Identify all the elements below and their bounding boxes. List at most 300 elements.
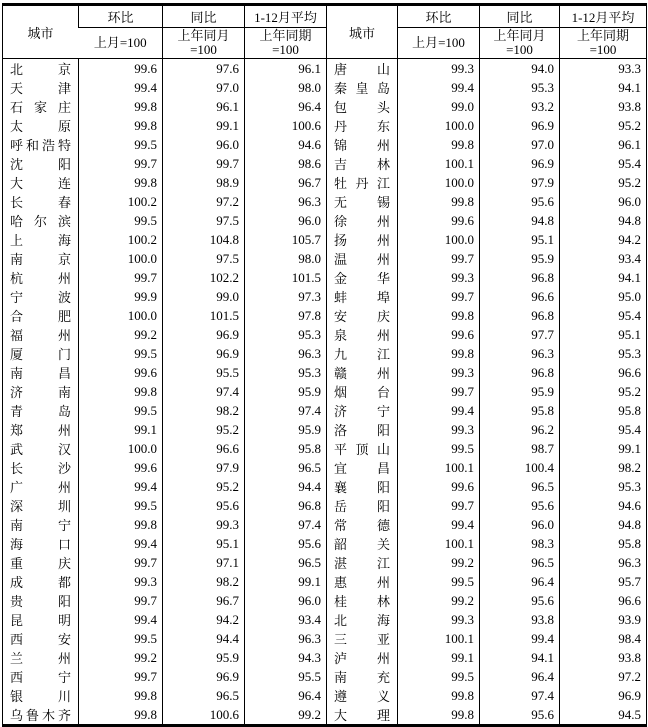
avg-value-cell-left: 98.0 (245, 249, 327, 268)
avg-value-cell-left: 95.6 (245, 534, 327, 553)
table-row (3, 572, 647, 591)
city-cell-left (3, 648, 79, 667)
city-name: 宜 昌 (334, 461, 390, 476)
avg-value-cell-right: 95.3 (560, 344, 647, 363)
mom-value-cell-right: 99.5 (398, 439, 480, 458)
avg-value-cell-right: 94.1 (560, 268, 647, 287)
city-cell-right (327, 363, 398, 382)
city-cell-right (327, 534, 398, 553)
avg-value-cell-left: 105.7 (245, 230, 327, 249)
mom-value-cell-left: 99.8 (79, 116, 163, 135)
yoy-value-cell-left: 97.4 (163, 382, 245, 401)
yoy-value-cell-left: 98.9 (163, 173, 245, 192)
table-row (3, 325, 647, 344)
mom-value-cell-left: 99.7 (79, 154, 163, 173)
avg-value-cell-left: 96.5 (245, 553, 327, 572)
mom-value-cell-right: 99.3 (398, 59, 480, 79)
yoy-value-cell-left: 97.2 (163, 192, 245, 211)
header-avg-base-right (560, 28, 647, 59)
avg-value-cell-right: 95.4 (560, 306, 647, 325)
mom-value-cell-right: 99.6 (398, 325, 480, 344)
header-yoy-base-left (163, 28, 245, 59)
yoy-value-cell-right: 97.0 (480, 135, 560, 154)
yoy-value-cell-left: 94.2 (163, 610, 245, 629)
city-name: 银 川 (10, 689, 71, 704)
yoy-value-cell-left: 98.2 (163, 572, 245, 591)
table-row (3, 287, 647, 306)
mom-value-cell-left: 99.8 (79, 97, 163, 116)
city-cell-left (3, 705, 79, 726)
city-cell-right (327, 667, 398, 686)
city-name: 重 庆 (10, 556, 71, 571)
city-cell-left (3, 78, 79, 97)
avg-value-cell-left: 100.6 (245, 116, 327, 135)
mom-value-cell-right: 99.5 (398, 667, 480, 686)
mom-value-cell-right: 99.0 (398, 97, 480, 116)
yoy-value-cell-left: 97.5 (163, 211, 245, 230)
yoy-value-cell-right: 96.5 (480, 477, 560, 496)
city-name: 哈 尔 滨 (10, 214, 71, 229)
city-name: 武 汉 (10, 442, 71, 457)
city-name: 天 津 (10, 81, 71, 96)
mom-value-cell-right: 99.4 (398, 515, 480, 534)
avg-value-cell-left: 96.3 (245, 344, 327, 363)
city-cell-left (3, 401, 79, 420)
avg-value-cell-left: 96.4 (245, 97, 327, 116)
city-cell-left (3, 344, 79, 363)
city-cell-right (327, 401, 398, 420)
yoy-value-cell-left: 99.1 (163, 116, 245, 135)
yoy-base-line2: =100 (190, 42, 217, 57)
table-row (3, 230, 647, 249)
mom-value-cell-right: 99.3 (398, 420, 480, 439)
mom-value-cell-right: 99.8 (398, 192, 480, 211)
avg-value-cell-right: 96.6 (560, 363, 647, 382)
yoy-value-cell-right: 96.4 (480, 667, 560, 686)
yoy-value-cell-right: 97.9 (480, 173, 560, 192)
avg-value-cell-left: 95.5 (245, 667, 327, 686)
table-row (3, 629, 647, 648)
mom-value-cell-left: 99.3 (79, 572, 163, 591)
table-row (3, 306, 647, 325)
table-row (3, 192, 647, 211)
city-name: 桂 林 (334, 594, 390, 609)
header-avg-base-left (245, 28, 327, 59)
avg-value-cell-left: 98.0 (245, 78, 327, 97)
table-row (3, 515, 647, 534)
avg-value-cell-left: 96.5 (245, 458, 327, 477)
city-cell-right (327, 610, 398, 629)
yoy-base-line1: 上年同月 (177, 28, 230, 43)
mom-value-cell-left: 99.8 (79, 686, 163, 705)
table-row (3, 344, 647, 363)
city-cell-left (3, 496, 79, 515)
mom-value-cell-left: 99.8 (79, 705, 163, 726)
yoy-value-cell-left: 97.1 (163, 553, 245, 572)
mom-value-cell-right: 100.0 (398, 116, 480, 135)
city-cell-left (3, 515, 79, 534)
yoy-value-cell-left: 95.2 (163, 420, 245, 439)
yoy-value-cell-left: 99.3 (163, 515, 245, 534)
mom-value-cell-right: 99.3 (398, 610, 480, 629)
city-cell-left (3, 363, 79, 382)
yoy-value-cell-right: 96.0 (480, 515, 560, 534)
avg-value-cell-right: 95.2 (560, 382, 647, 401)
yoy-value-cell-left: 102.2 (163, 268, 245, 287)
city-cell-right (327, 686, 398, 705)
city-cell-left (3, 572, 79, 591)
city-cell-left (3, 458, 79, 477)
mom-value-cell-left: 99.4 (79, 477, 163, 496)
table-row (3, 439, 647, 458)
mom-value-cell-right: 99.4 (398, 401, 480, 420)
city-cell-right (327, 629, 398, 648)
avg-value-cell-right: 95.8 (560, 401, 647, 420)
city-name: 南 昌 (10, 366, 71, 381)
avg-value-cell-right: 95.4 (560, 420, 647, 439)
yoy-value-cell-left: 95.2 (163, 477, 245, 496)
mom-value-cell-right: 99.1 (398, 648, 480, 667)
avg-value-cell-left: 96.8 (245, 496, 327, 515)
mom-value-cell-left: 99.2 (79, 648, 163, 667)
table-row (3, 667, 647, 686)
city-name: 西 安 (10, 632, 71, 647)
yoy-value-cell-right: 96.8 (480, 268, 560, 287)
avg-value-cell-right: 95.8 (560, 534, 647, 553)
avg-value-cell-right: 96.3 (560, 553, 647, 572)
table-row (3, 401, 647, 420)
table-body (3, 59, 647, 726)
city-cell-left (3, 116, 79, 135)
city-cell-right (327, 496, 398, 515)
table-row (3, 135, 647, 154)
mom-value-cell-left: 99.8 (79, 173, 163, 192)
city-name: 长 春 (10, 195, 71, 210)
city-name: 北 海 (334, 613, 390, 628)
yoy-value-cell-left: 97.6 (163, 59, 245, 79)
city-name: 合 肥 (10, 309, 71, 324)
avg-value-cell-right: 93.9 (560, 610, 647, 629)
yoy-value-cell-left: 98.2 (163, 401, 245, 420)
mom-value-cell-right: 99.7 (398, 496, 480, 515)
avg-value-cell-right: 94.6 (560, 496, 647, 515)
yoy-value-cell-right: 95.6 (480, 192, 560, 211)
avg-value-cell-right: 95.1 (560, 325, 647, 344)
city-name: 秦 皇 岛 (334, 81, 390, 96)
city-name: 贵 阳 (10, 594, 71, 609)
mom-value-cell-left: 99.5 (79, 211, 163, 230)
header-avg-left: 1-12月平均 (245, 5, 327, 28)
city-cell-right (327, 78, 398, 97)
yoy-value-cell-left: 101.5 (163, 306, 245, 325)
mom-value-cell-right: 99.6 (398, 477, 480, 496)
city-price-index-table (2, 3, 647, 727)
city-cell-left (3, 325, 79, 344)
city-name: 海 口 (10, 537, 71, 552)
mom-value-cell-left: 99.6 (79, 458, 163, 477)
city-cell-right (327, 420, 398, 439)
table-row (3, 116, 647, 135)
yoy-value-cell-right: 99.4 (480, 629, 560, 648)
yoy-value-cell-left: 95.9 (163, 648, 245, 667)
mom-value-cell-right: 100.1 (398, 629, 480, 648)
city-name: 南 京 (10, 252, 71, 267)
avg-value-cell-right: 96.0 (560, 192, 647, 211)
yoy-value-cell-right: 97.4 (480, 686, 560, 705)
yoy-value-cell-right: 95.1 (480, 230, 560, 249)
header-mom-right: 环比 (398, 5, 480, 28)
city-cell-right (327, 116, 398, 135)
city-cell-left (3, 97, 79, 116)
mom-value-cell-right: 100.1 (398, 154, 480, 173)
city-cell-right (327, 97, 398, 116)
city-cell-left (3, 420, 79, 439)
header-mom-base-left (79, 28, 163, 59)
city-cell-left (3, 211, 79, 230)
city-cell-right (327, 439, 398, 458)
table-row (3, 249, 647, 268)
mom-value-cell-left: 100.0 (79, 306, 163, 325)
yoy-value-cell-right: 95.9 (480, 249, 560, 268)
city-cell-right (327, 648, 398, 667)
yoy-value-cell-right: 100.4 (480, 458, 560, 477)
city-cell-left (3, 59, 79, 79)
avg-value-cell-right: 93.3 (560, 59, 647, 79)
city-name: 青 岛 (10, 404, 71, 419)
city-cell-left (3, 306, 79, 325)
avg-value-cell-left: 94.3 (245, 648, 327, 667)
avg-value-cell-right: 95.0 (560, 287, 647, 306)
yoy-value-cell-right: 98.7 (480, 439, 560, 458)
city-cell-right (327, 135, 398, 154)
mom-value-cell-right: 99.3 (398, 363, 480, 382)
yoy-value-cell-left: 96.9 (163, 667, 245, 686)
mom-value-cell-right: 99.3 (398, 268, 480, 287)
city-cell-left (3, 382, 79, 401)
city-cell-right (327, 515, 398, 534)
header-city-left: 城市 (3, 5, 79, 59)
avg-value-cell-right: 94.5 (560, 705, 647, 726)
avg-value-cell-left: 96.0 (245, 591, 327, 610)
yoy-value-cell-left: 99.0 (163, 287, 245, 306)
yoy-value-cell-left: 97.0 (163, 78, 245, 97)
yoy-value-cell-right: 95.3 (480, 78, 560, 97)
avg-value-cell-right: 95.3 (560, 477, 647, 496)
city-name: 湛 江 (334, 556, 390, 571)
mom-value-cell-right: 99.2 (398, 591, 480, 610)
city-cell-right (327, 306, 398, 325)
city-name: 宁 波 (10, 290, 71, 305)
city-name: 遵 义 (334, 689, 390, 704)
mom-value-cell-left: 99.5 (79, 496, 163, 515)
city-cell-right (327, 591, 398, 610)
yoy-value-cell-right: 96.8 (480, 363, 560, 382)
city-name: 泸 州 (334, 651, 390, 666)
table-row (3, 534, 647, 553)
city-name: 金 华 (334, 271, 390, 286)
city-name: 深 圳 (10, 499, 71, 514)
avg-value-cell-left: 94.4 (245, 477, 327, 496)
city-name: 济 宁 (334, 404, 390, 419)
yoy-value-cell-right: 95.6 (480, 591, 560, 610)
yoy-value-cell-left: 95.1 (163, 534, 245, 553)
avg-value-cell-left: 95.3 (245, 325, 327, 344)
table-row (3, 382, 647, 401)
city-cell-right (327, 705, 398, 726)
city-name: 扬 州 (334, 233, 390, 248)
mom-value-cell-right: 100.1 (398, 458, 480, 477)
mom-value-cell-left: 100.2 (79, 230, 163, 249)
mom-base-label: 上月=100 (412, 35, 465, 50)
avg-value-cell-right: 93.4 (560, 249, 647, 268)
table-row (3, 268, 647, 287)
yoy-value-cell-left: 94.4 (163, 629, 245, 648)
mom-value-cell-left: 99.4 (79, 78, 163, 97)
avg-value-cell-right: 93.8 (560, 97, 647, 116)
yoy-value-cell-right: 96.9 (480, 154, 560, 173)
city-name: 南 充 (334, 670, 390, 685)
avg-value-cell-right: 95.2 (560, 116, 647, 135)
city-name: 西 宁 (10, 670, 71, 685)
avg-value-cell-left: 95.9 (245, 420, 327, 439)
city-name: 洛 阳 (334, 423, 390, 438)
city-cell-right (327, 211, 398, 230)
city-cell-left (3, 192, 79, 211)
mom-value-cell-right: 99.8 (398, 306, 480, 325)
avg-value-cell-left: 96.1 (245, 59, 327, 79)
city-name: 徐 州 (334, 214, 390, 229)
city-name: 福 州 (10, 328, 71, 343)
yoy-value-cell-right: 94.1 (480, 648, 560, 667)
header-yoy-base-right (480, 28, 560, 59)
city-cell-right (327, 154, 398, 173)
mom-value-cell-left: 99.5 (79, 401, 163, 420)
mom-value-cell-right: 99.2 (398, 553, 480, 572)
avg-value-cell-left: 99.1 (245, 572, 327, 591)
city-name: 石 家 庄 (10, 100, 71, 115)
city-cell-right (327, 287, 398, 306)
avg-value-cell-left: 94.6 (245, 135, 327, 154)
city-name: 三 亚 (334, 632, 390, 647)
city-name: 丹 东 (334, 119, 390, 134)
city-name: 杭 州 (10, 271, 71, 286)
yoy-value-cell-left: 97.9 (163, 458, 245, 477)
yoy-value-cell-right: 96.8 (480, 306, 560, 325)
avg-value-cell-right: 93.8 (560, 648, 647, 667)
city-cell-right (327, 458, 398, 477)
city-name: 大 理 (334, 708, 390, 723)
city-cell-right (327, 192, 398, 211)
city-name: 烟 台 (334, 385, 390, 400)
city-cell-left (3, 268, 79, 287)
mom-value-cell-right: 99.7 (398, 287, 480, 306)
city-cell-left (3, 439, 79, 458)
table-row (3, 420, 647, 439)
yoy-base-line2: =100 (506, 42, 533, 57)
table-row (3, 610, 647, 629)
avg-value-cell-left: 96.3 (245, 192, 327, 211)
yoy-value-cell-left: 96.6 (163, 439, 245, 458)
yoy-value-cell-right: 97.7 (480, 325, 560, 344)
city-cell-left (3, 553, 79, 572)
mom-value-cell-right: 99.8 (398, 686, 480, 705)
city-cell-right (327, 553, 398, 572)
table-row (3, 553, 647, 572)
city-cell-left (3, 230, 79, 249)
avg-value-cell-right: 98.2 (560, 458, 647, 477)
yoy-value-cell-right: 96.9 (480, 116, 560, 135)
city-name: 蚌 埠 (334, 290, 390, 305)
city-name: 襄 阳 (334, 480, 390, 495)
avg-value-cell-left: 96.4 (245, 686, 327, 705)
yoy-value-cell-right: 96.3 (480, 344, 560, 363)
avg-value-cell-right: 96.9 (560, 686, 647, 705)
table-row (3, 705, 647, 726)
city-name: 昆 明 (10, 613, 71, 628)
table-row (3, 154, 647, 173)
city-name: 太 原 (10, 119, 71, 134)
mom-value-cell-left: 99.5 (79, 344, 163, 363)
yoy-value-cell-left: 95.6 (163, 496, 245, 515)
yoy-value-cell-left: 96.1 (163, 97, 245, 116)
table-row (3, 363, 647, 382)
table-row (3, 97, 647, 116)
city-cell-right (327, 344, 398, 363)
avg-value-cell-right: 98.4 (560, 629, 647, 648)
header-avg-right: 1-12月平均 (560, 5, 647, 28)
yoy-base-line1: 上年同月 (493, 28, 546, 43)
avg-base-line1: 上年同期 (576, 28, 629, 43)
avg-value-cell-right: 94.1 (560, 78, 647, 97)
avg-value-cell-left: 97.4 (245, 515, 327, 534)
city-name: 泉 州 (334, 328, 390, 343)
avg-base-line2: =100 (272, 42, 299, 57)
city-cell-left (3, 287, 79, 306)
mom-value-cell-right: 100.0 (398, 230, 480, 249)
avg-value-cell-right: 94.8 (560, 211, 647, 230)
city-name: 唐 山 (334, 62, 390, 77)
city-name: 岳 阳 (334, 499, 390, 514)
avg-value-cell-left: 95.9 (245, 382, 327, 401)
city-cell-left (3, 135, 79, 154)
city-name: 济 南 (10, 385, 71, 400)
city-name: 长 沙 (10, 461, 71, 476)
mom-value-cell-left: 99.4 (79, 610, 163, 629)
avg-value-cell-left: 96.3 (245, 629, 327, 648)
city-name: 安 庆 (334, 309, 390, 324)
mom-value-cell-right: 99.4 (398, 78, 480, 97)
avg-value-cell-right: 95.4 (560, 154, 647, 173)
city-name: 北 京 (10, 62, 71, 77)
city-name: 大 连 (10, 176, 71, 191)
city-cell-left (3, 154, 79, 173)
avg-value-cell-left: 96.7 (245, 173, 327, 192)
city-cell-right (327, 268, 398, 287)
avg-value-cell-left: 97.3 (245, 287, 327, 306)
yoy-value-cell-left: 100.6 (163, 705, 245, 726)
yoy-value-cell-left: 97.5 (163, 249, 245, 268)
mom-value-cell-left: 99.8 (79, 382, 163, 401)
yoy-value-cell-right: 93.2 (480, 97, 560, 116)
yoy-value-cell-left: 104.8 (163, 230, 245, 249)
city-name: 平 顶 山 (334, 442, 390, 457)
mom-value-cell-right: 99.5 (398, 572, 480, 591)
yoy-value-cell-right: 96.5 (480, 553, 560, 572)
yoy-value-cell-right: 95.6 (480, 496, 560, 515)
mom-value-cell-right: 100.1 (398, 534, 480, 553)
city-name: 南 宁 (10, 518, 71, 533)
avg-value-cell-left: 101.5 (245, 268, 327, 287)
